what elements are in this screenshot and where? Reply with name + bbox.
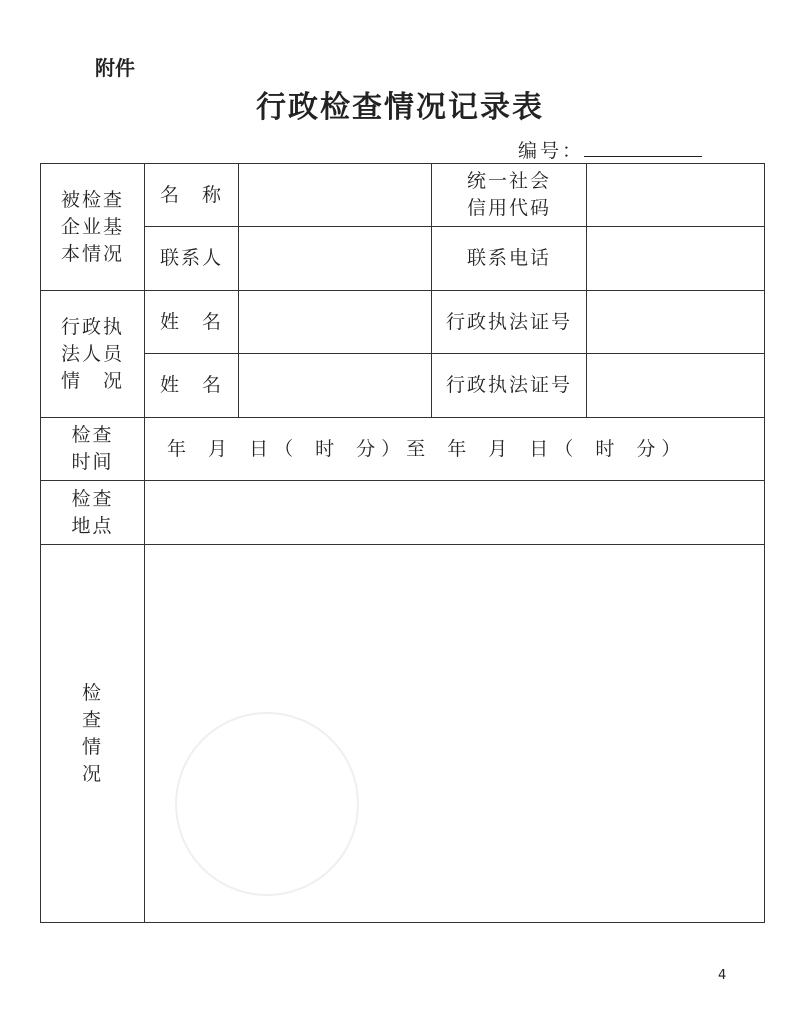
officer-name-label-1: 姓 名	[145, 291, 239, 354]
number-label: 编号：	[518, 140, 585, 162]
inspection-record-table	[40, 163, 765, 923]
attachment-label: 附件	[95, 56, 135, 80]
officer-name-field-1[interactable]	[239, 291, 432, 354]
inspection-place-field[interactable]	[145, 481, 765, 545]
page-number: 4	[718, 968, 727, 983]
credit-code-label: 统一社会 信用代码	[432, 164, 587, 227]
inspection-time-field[interactable]: 年 月 日（ 时 分）至 年 月 日（ 时 分）	[145, 418, 765, 481]
enforcement-cert-field-2[interactable]	[587, 354, 765, 418]
enterprise-name-field[interactable]	[239, 164, 432, 227]
credit-code-field[interactable]	[587, 164, 765, 227]
contact-phone-label: 联系电话	[432, 227, 587, 291]
number-field[interactable]	[584, 156, 702, 157]
enterprise-section-label: 被检查 企业基 本情况	[41, 164, 145, 291]
inspection-place-label: 检查 地点	[41, 481, 145, 545]
contact-phone-field[interactable]	[587, 227, 765, 291]
enforcement-cert-label-2: 行政执法证号	[432, 354, 587, 418]
enforcement-cert-field-1[interactable]	[587, 291, 765, 354]
officers-section-label: 行政执 法人员 情 况	[41, 291, 145, 418]
enterprise-name-label: 名 称	[145, 164, 239, 227]
inspection-situation-label: 检 查 情 况	[41, 545, 145, 923]
officer-name-field-2[interactable]	[239, 354, 432, 418]
contact-person-label: 联系人	[145, 227, 239, 291]
inspection-time-label: 检查 时间	[41, 418, 145, 481]
enforcement-cert-label-1: 行政执法证号	[432, 291, 587, 354]
officer-name-label-2: 姓 名	[145, 354, 239, 418]
faded-seal	[175, 712, 359, 896]
form-title: 行政检查情况记录表	[256, 90, 544, 125]
contact-person-field[interactable]	[239, 227, 432, 291]
